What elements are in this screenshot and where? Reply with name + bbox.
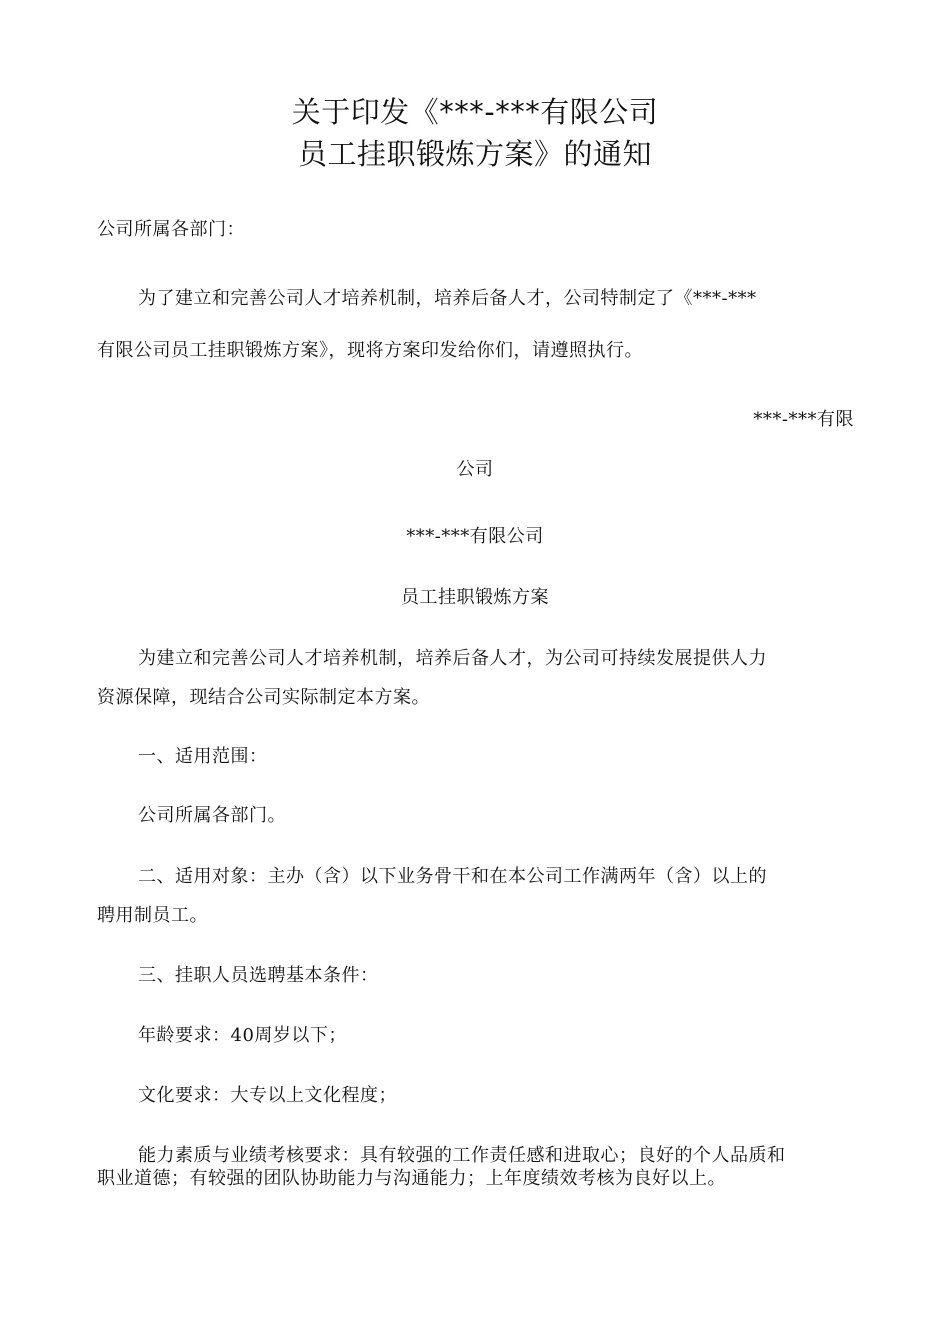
section-3-age-requirement: 年龄要求：40周岁以下； <box>138 1025 347 1046</box>
salutation: 公司所属各部门： <box>97 219 245 240</box>
signature-line-1: ***-***有限 <box>753 409 854 430</box>
section-3-heading: 三、挂职人员选聘基本条件： <box>138 965 379 986</box>
section-1-body: 公司所属各部门。 <box>138 805 286 826</box>
section-3-ability-line-1: 能力素质与业绩考核要求：具有较强的工作责任感和进取心；良好的个人品质和 <box>138 1145 786 1166</box>
notice-paragraph-line-2: 有限公司员工挂职锻炼方案》，现将方案印发给你们，请遵照执行。 <box>97 340 643 361</box>
intro-paragraph-line-1: 为建立和完善公司人才培养机制，培养后备人才，为公司可持续发展提供人力 <box>138 648 767 669</box>
section-3-education-requirement: 文化要求：大专以上文化程度； <box>138 1085 397 1106</box>
notice-paragraph-line-1: 为了建立和完善公司人才培养机制，培养后备人才，公司特制定了《***-*** <box>138 288 757 309</box>
intro-paragraph-line-2: 资源保障，现结合公司实际制定本方案。 <box>97 687 430 708</box>
plan-title-line-2: 员工挂职锻炼方案 <box>401 587 549 608</box>
section-2-line-1: 二、适用对象：主办（含）以下业务骨干和在本公司工作满两年（含）以上的 <box>138 866 767 887</box>
section-3-ability-line-2: 职业道德；有较强的团队协助能力与沟通能力；上年度绩效考核为良好以上。 <box>97 1168 726 1189</box>
section-2-line-2: 聘用制员工。 <box>97 905 208 926</box>
section-1-heading: 一、适用范围： <box>138 746 268 767</box>
signature-line-2: 公司 <box>456 459 494 480</box>
plan-title-line-1: ***-***有限公司 <box>406 526 544 547</box>
notice-title-line-2: 员工挂职锻炼方案》的通知 <box>297 137 652 171</box>
notice-title-line-1: 关于印发《***-***有限公司 <box>291 95 659 129</box>
